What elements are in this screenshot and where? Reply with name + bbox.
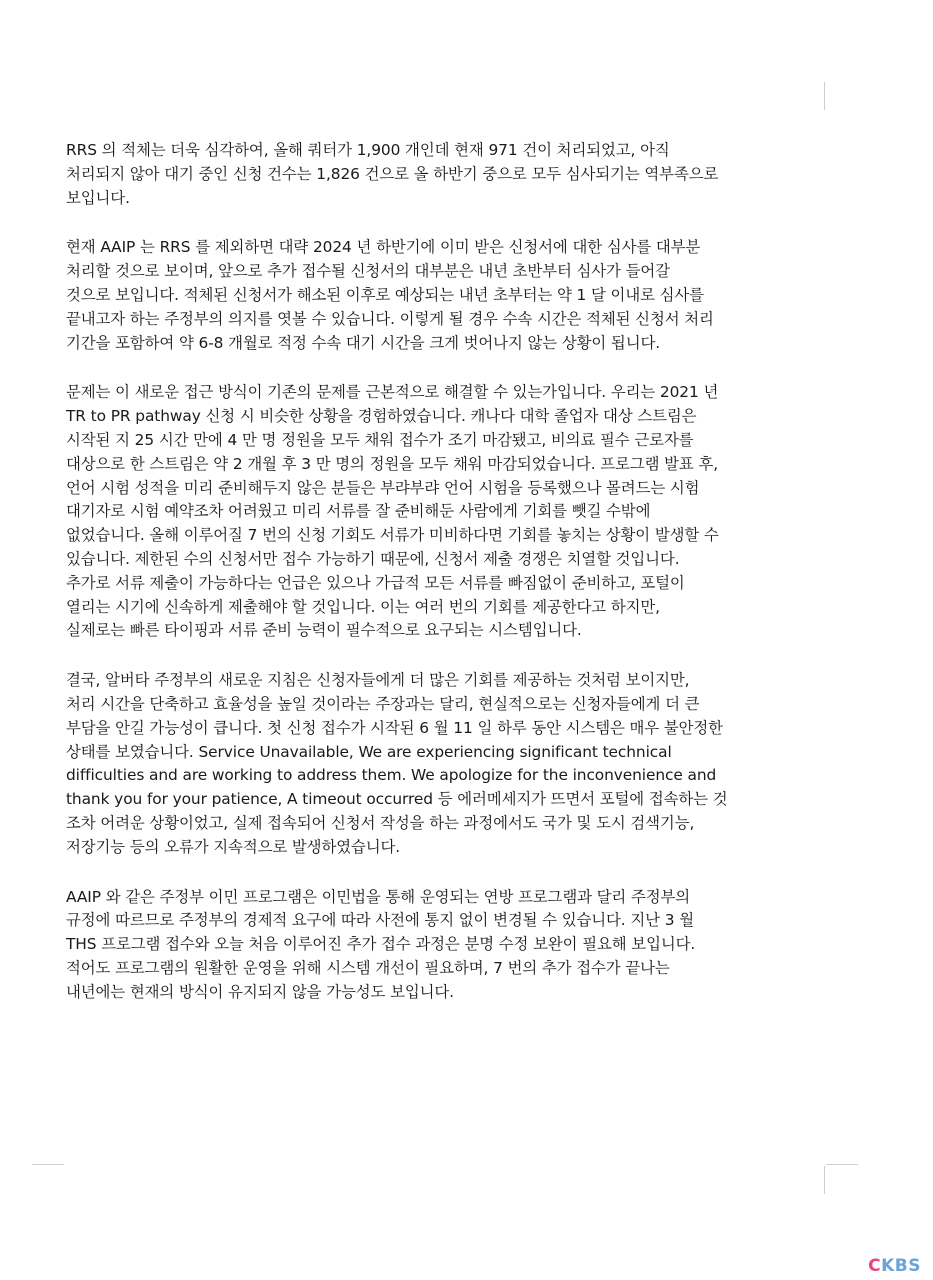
text-line: 것으로 보입니다. 적체된 신청서가 해소된 이후로 예상되는 내년 초부터는 약 1 달 이내로 심사를 bbox=[66, 285, 704, 304]
text-line: 적어도 프로그램의 원활한 운영을 위해 시스템 개선이 필요하며, 7 번의 추가 접수가 끝나는 bbox=[66, 958, 670, 977]
text-line: thank you for your patience, A timeout occurred 등 에러메세지가 뜨면서 포털에 접속하는 것 bbox=[66, 790, 728, 809]
logo-letters-kbs: KBS bbox=[881, 1256, 921, 1276]
text-line: 대상으로 한 스트림은 약 2 개월 후 3 만 명의 정원을 모두 채워 마감되었습니다. 프로그램 발표 후, bbox=[66, 454, 719, 473]
text-line: 조차 어려운 상황이었고, 실제 접속되어 신청서 작성을 하는 과정에서도 국가 및 도시 검색기능, bbox=[66, 813, 695, 832]
text-line: 시작된 지 25 시간 만에 4 만 명 정원을 모두 채워 접수가 조기 마감됐고, 비의료 필수 근로자를 bbox=[66, 430, 694, 449]
text-line: 열리는 시기에 신속하게 제출해야 할 것입니다. 이는 여러 번의 기회를 제공한다고 하지만, bbox=[66, 597, 660, 616]
paragraph-5 bbox=[66, 886, 846, 1005]
text-line: AAIP 와 같은 주정부 이민 프로그램은 이민법을 통해 운영되는 연방 프로그램과 달리 주정부의 bbox=[66, 887, 691, 906]
text-line: 결국, 알버타 주정부의 새로운 지침은 신청자들에게 더 많은 기회를 제공하는 것처럼 보이지만, bbox=[66, 671, 690, 690]
ckbs-logo bbox=[868, 1256, 921, 1276]
text-line: 추가로 서류 제출이 가능하다는 언급은 있으나 가급적 모든 서류를 빠짐없이 준비하고, 포털이 bbox=[66, 573, 685, 592]
crop-mark-bottom-right-horizontal bbox=[826, 1164, 858, 1165]
paragraph-4 bbox=[66, 669, 846, 859]
paragraph-1 bbox=[66, 139, 846, 210]
text-line: 내년에는 현재의 방식이 유지되지 않을 가능성도 보입니다. bbox=[66, 982, 454, 1001]
text-line: 규정에 따르므로 주정부의 경제적 요구에 따라 사전에 통지 없이 변경될 수 있습니다. 지난 3 월 bbox=[66, 911, 694, 930]
text-line: 보입니다. bbox=[66, 188, 130, 207]
text-line: 문제는 이 새로운 접근 방식이 기존의 문제를 근본적으로 해결할 수 있는가입니다. 우리는 2021 년 bbox=[66, 383, 719, 402]
text-line: 실제로는 빠른 타이핑과 서류 준비 능력이 필수적으로 요구되는 시스템입니다. bbox=[66, 621, 582, 640]
article-body bbox=[66, 139, 846, 1031]
text-line: 대기자로 시험 예약조차 어려웠고 미리 서류를 잘 준비해둔 사람에게 기회를 뺏길 수밖에 bbox=[66, 502, 651, 521]
text-line: difficulties and are working to address them. We apologize for the inconvenience and bbox=[66, 766, 717, 785]
text-line: 기간을 포함하여 약 6-8 개월로 적정 수속 대기 시간을 크게 벗어나지 않는 상황이 됩니다. bbox=[66, 333, 661, 352]
logo-letter-c: C bbox=[868, 1256, 882, 1276]
crop-mark-bottom-right-vertical bbox=[824, 1166, 825, 1194]
paragraph-2 bbox=[66, 236, 846, 355]
crop-mark-bottom-left bbox=[32, 1164, 64, 1165]
text-line: 없었습니다. 올해 이루어질 7 번의 신청 기회도 서류가 미비하다면 기회를 놓치는 상황이 발생할 수 bbox=[66, 526, 719, 545]
text-line: 현재 AAIP 는 RRS 를 제외하면 대략 2024 년 하반기에 이미 받은 신청서에 대한 심사를 대부분 bbox=[66, 238, 701, 257]
text-line: 언어 시험 성적을 미리 준비해두지 않은 분들은 부랴부랴 언어 시험을 등록했으나 몰려드는 시험 bbox=[66, 478, 700, 497]
text-line: 부담을 안길 가능성이 큽니다. 첫 신청 접수가 시작된 6 월 11 일 하루 동안 시스템은 매우 불안정한 bbox=[66, 718, 723, 737]
text-line: TR to PR pathway 신청 시 비슷한 상황을 경험하였습니다. 캐나다 대학 졸업자 대상 스트림은 bbox=[66, 407, 697, 426]
text-line: THS 프로그램 접수와 오늘 처음 이루어진 추가 접수 과정은 분명 수정 보완이 필요해 보입니다. bbox=[66, 935, 696, 954]
text-line: 상태를 보였습니다. Service Unavailable, We are experiencing significant technical bbox=[66, 742, 672, 761]
crop-mark-top-right bbox=[824, 82, 825, 110]
text-line: 있습니다. 제한된 수의 신청서만 접수 가능하기 때문에, 신청서 제출 경쟁은 치열할 것입니다. bbox=[66, 549, 680, 568]
text-line: 처리 시간을 단축하고 효율성을 높일 것이라는 주장과는 달리, 현실적으로는 신청자들에게 더 큰 bbox=[66, 694, 700, 713]
text-line: 처리할 것으로 보이며, 앞으로 추가 접수될 신청서의 대부분은 내년 초반부터 심사가 들어갈 bbox=[66, 262, 670, 281]
text-line: RRS 의 적체는 더욱 심각하여, 올해 쿼터가 1,900 개인데 현재 971 건이 처리되었고, 아직 bbox=[66, 141, 670, 159]
text-line: 끝내고자 하는 주정부의 의지를 엿볼 수 있습니다. 이렇게 될 경우 수속 시간은 적체된 신청서 처리 bbox=[66, 309, 714, 328]
text-line: 처리되지 않아 대기 중인 신청 건수는 1,826 건으로 올 하반기 중으로 모두 심사되기는 역부족으로 bbox=[66, 164, 719, 183]
text-line: 저장기능 등의 오류가 지속적으로 발생하였습니다. bbox=[66, 837, 401, 856]
paragraph-3 bbox=[66, 381, 846, 643]
